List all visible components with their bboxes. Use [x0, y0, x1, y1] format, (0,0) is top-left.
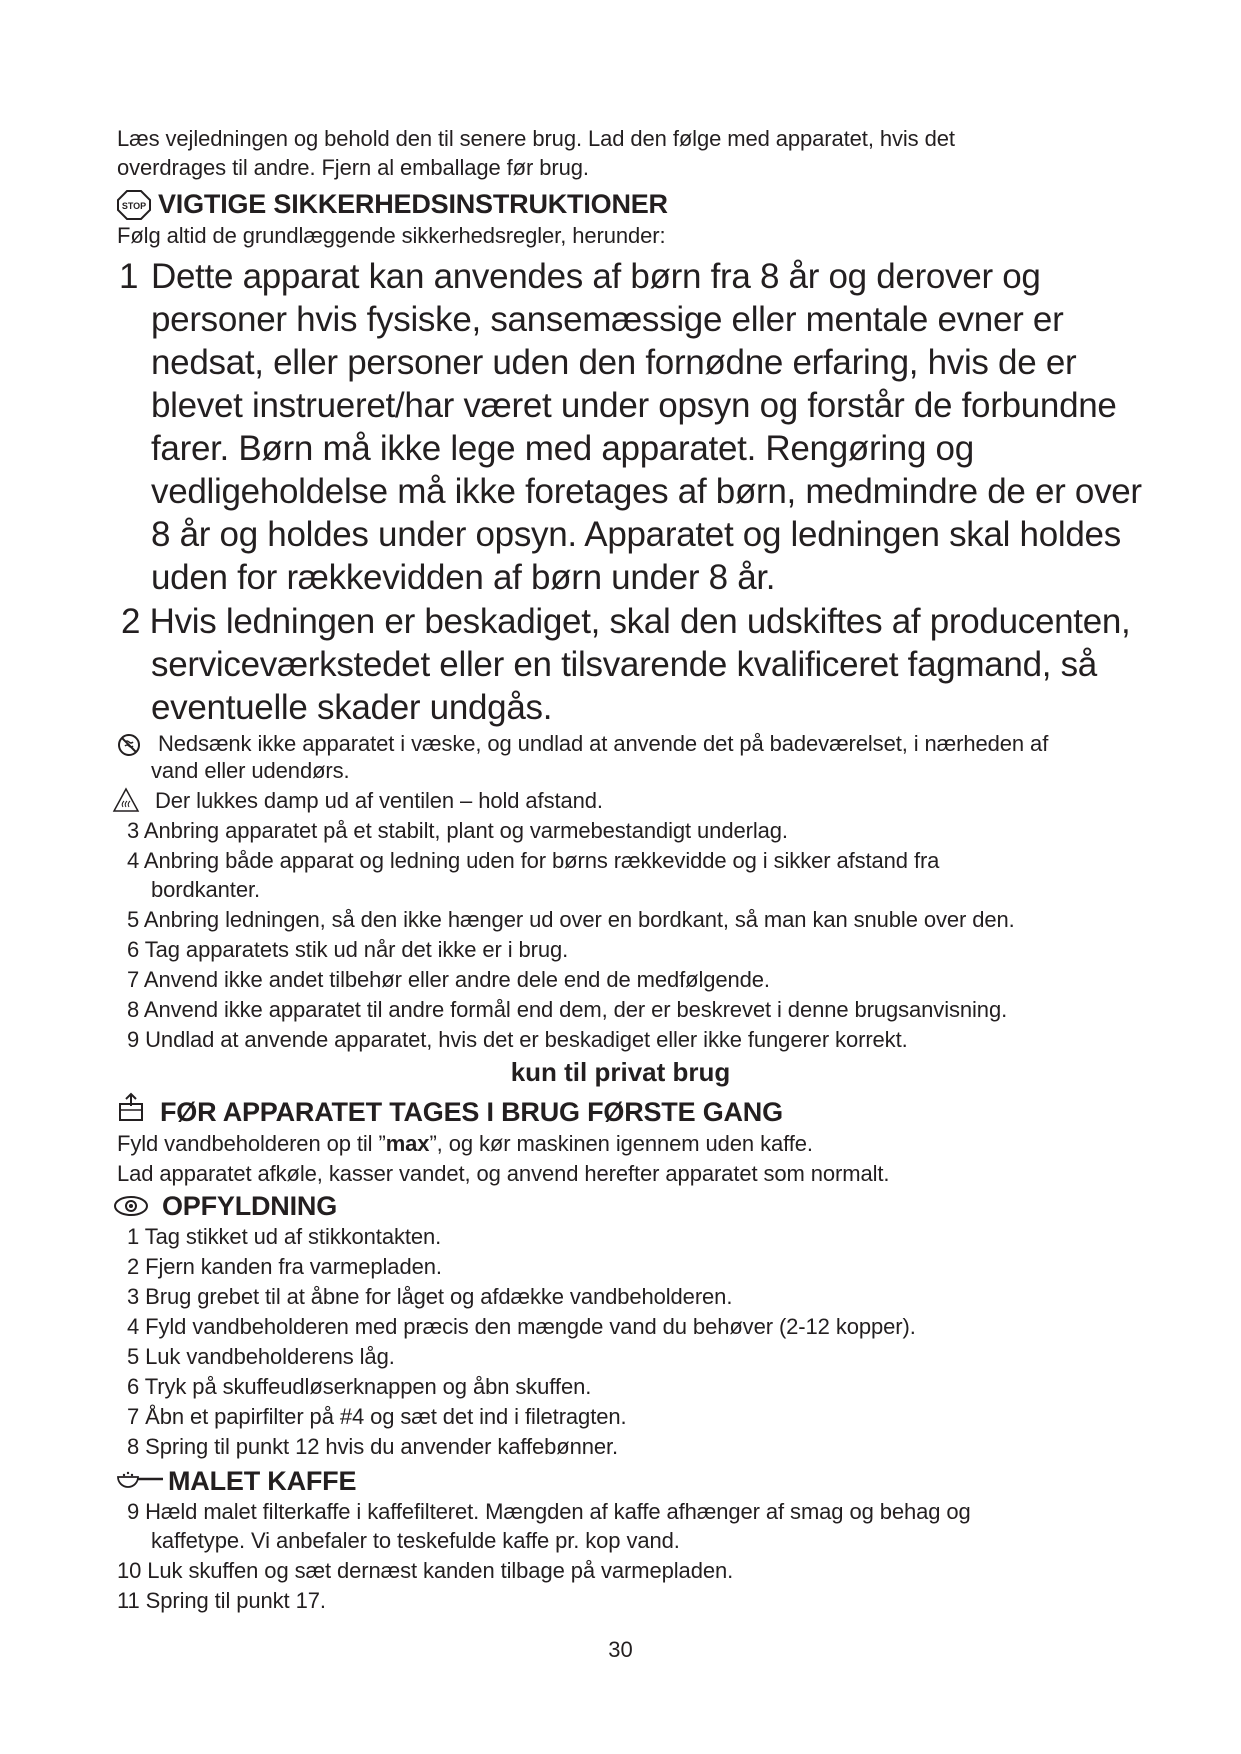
item-2-line-3: eventuelle skader undgås.	[151, 688, 553, 727]
item-7: 7 Anvend ikke andet tilbehør eller andre dele end de medfølgende.	[127, 967, 770, 992]
filling-item-6: 6 Tryk på skuffeudløserknappen og åbn skuffen.	[127, 1374, 592, 1399]
item-4-line-1: 4 Anbring både apparat og ledning uden for børns rækkevidde og i sikker afstand fra	[127, 848, 940, 873]
first-use-icon	[116, 1092, 146, 1122]
ground-coffee-item-9-line-2: kaffetype. Vi anbefaler to teskefulde kaffe pr. kop vand.	[151, 1528, 680, 1553]
first-use-line-1	[117, 1129, 813, 1159]
ground-coffee-item-10: 10 Luk skuffen og sæt dernæst kanden tilbage på varmepladen.	[117, 1558, 734, 1583]
item-1-line-8: uden for rækkevidden af børn under 8 år.	[151, 558, 776, 597]
item-1-line-5: farer. Børn må ikke lege med apparatet. Rengøring og	[151, 429, 974, 468]
filling-item-1: 1 Tag stikket ud af stikkontakten.	[127, 1224, 442, 1249]
safety-title: VIGTIGE SIKKERHEDSINSTRUKTIONER	[158, 189, 668, 219]
filling-title: OPFYLDNING	[162, 1191, 338, 1221]
eye-icon	[113, 1194, 149, 1218]
warning-triangle-icon	[112, 787, 140, 813]
item-4-line-2: bordkanter.	[151, 877, 260, 902]
no-water-line-2: vand eller udendørs.	[151, 758, 350, 783]
filling-item-7: 7 Åbn et papirfilter på #4 og sæt det ind i filetragten.	[127, 1404, 627, 1429]
coffee-scoop-icon	[115, 1469, 165, 1493]
page-number: 30	[608, 1637, 633, 1662]
item-6: 6 Tag apparatets stik ud når det ikke er i brug.	[127, 937, 569, 962]
filling-item-2: 2 Fjern kanden fra varmepladen.	[127, 1254, 442, 1279]
item-1-line-6: vedligeholdelse må ikke foretages af børn, medmindre de er over	[151, 472, 1142, 511]
ground-coffee-item-9-line-1: 9 Hæld malet filterkaffe i kaffefilteret. Mængden af kaffe afhænger af smag og behag og	[127, 1499, 971, 1524]
item-5: 5 Anbring ledningen, så den ikke hænger ud over en bordkant, så man kan snuble over den.	[127, 907, 1015, 932]
stop-icon	[117, 190, 151, 220]
stop-icon-text: STOP	[121, 201, 147, 211]
first-use-line-2: Lad apparatet afkøle, kasser vandet, og anvend herefter apparatet som normalt.	[117, 1161, 890, 1186]
filling-item-5: 5 Luk vandbeholderens låg.	[127, 1344, 395, 1369]
private-use-note: kun til privat brug	[510, 1057, 731, 1087]
intro-line-1: Læs vejledningen og behold den til senere brug. Lad den følge med apparatet, hvis det	[117, 126, 955, 151]
item-9: 9 Undlad at anvende apparatet, hvis det er beskadiget eller ikke fungerer korrekt.	[127, 1027, 908, 1052]
item-1-line-2: personer hvis fysiske, sansemæssige eller mentale evner er	[151, 300, 1064, 339]
item-2-line-1: 2 Hvis ledningen er beskadiget, skal den udskiftes af producenten,	[121, 602, 1131, 641]
first-use-line-1-b: ”, og kør maskinen igennem uden kaffe.	[429, 1131, 813, 1156]
no-water-icon	[117, 733, 141, 757]
intro-line-2: overdrages til andre. Fjern al emballage før brug.	[117, 155, 589, 180]
max-keyword: max	[385, 1131, 430, 1156]
item-1-number: 1	[119, 257, 139, 296]
steam-warning: Der lukkes damp ud af ventilen – hold afstand.	[155, 788, 603, 813]
item-2-line-2: serviceværkstedet eller en tilsvarende kvalificeret fagmand, så	[151, 645, 1097, 684]
safety-subtitle: Følg altid de grundlæggende sikkerhedsregler, herunder:	[117, 223, 666, 248]
no-water-line-1: Nedsænk ikke apparatet i væske, og undlad at anvende det på badeværelset, i nærheden af	[158, 731, 1049, 756]
ground-coffee-item-11: 11 Spring til punkt 17.	[117, 1588, 326, 1613]
item-1-line-7: 8 år og holdes under opsyn. Apparatet og ledningen skal holdes	[151, 515, 1121, 554]
filling-item-3: 3 Brug grebet til at åbne for låget og afdække vandbeholderen.	[127, 1284, 733, 1309]
filling-item-4: 4 Fyld vandbeholderen med præcis den mængde vand du behøver (2-12 kopper).	[127, 1314, 916, 1339]
ground-coffee-title: MALET KAFFE	[168, 1466, 357, 1496]
first-use-title: FØR APPARATET TAGES I BRUG FØRSTE GANG	[160, 1097, 783, 1127]
first-use-line-1-a: Fyld vandbeholderen op til ”	[117, 1131, 386, 1156]
filling-item-8: 8 Spring til punkt 12 hvis du anvender kaffebønner.	[127, 1434, 619, 1459]
item-1-line-3: nedsat, eller personer uden den fornødne erfaring, hvis de er	[151, 343, 1077, 382]
item-8: 8 Anvend ikke apparatet til andre formål end dem, der er beskrevet i denne brugsanvisning.	[127, 997, 1008, 1022]
item-3: 3 Anbring apparatet på et stabilt, plant og varmebestandigt underlag.	[127, 818, 788, 843]
item-1-line-4: blevet instrueret/har været under opsyn og forstår de forbundne	[151, 386, 1117, 425]
item-1-line-1: Dette apparat kan anvendes af børn fra 8 år og derover og	[151, 257, 1041, 296]
